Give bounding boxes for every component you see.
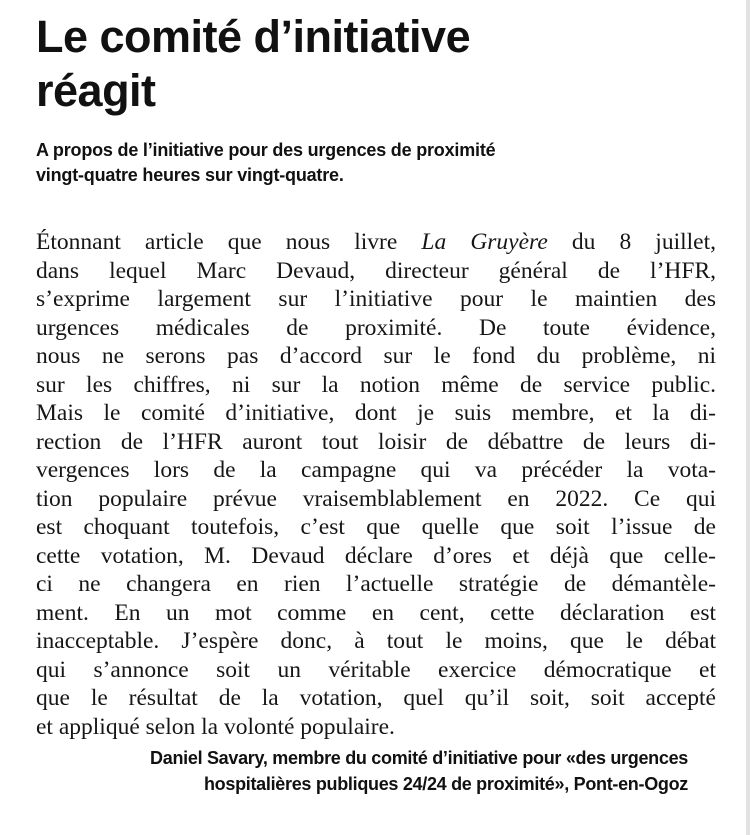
newspaper-title: La Gruyère <box>421 229 548 255</box>
body-line: urgences médicales de proximité. De toute évidence, <box>36 314 716 341</box>
author-signature <box>36 745 716 797</box>
lead-line-1: A propos de l’initiative pour des urgences de proximité <box>36 140 496 160</box>
body-line: qui s’annonce soit un véritable exercice démocratique et <box>36 656 716 683</box>
body-line: ment. En un mot comme en cent, cette déclaration est <box>36 599 716 626</box>
body-line: rection de l’HFR auront tout loisir de débattre de leurs di- <box>36 428 716 455</box>
signature-line-1: Daniel Savary, membre du comité d’initiative pour «des urgences <box>150 748 688 768</box>
body-line-1-start: Étonnant article que nous livre <box>36 229 422 255</box>
body-line: que le résultat de la votation, quel qu’il soit, soit accepté <box>36 685 716 711</box>
body-line-last: et appliqué selon la volonté populaire. <box>36 713 395 740</box>
body-line-1 <box>36 228 716 257</box>
body-line: Mais le comité d’initiative, dont je suis membre, et la di- <box>36 400 716 426</box>
body-line: est choquant toutefois, c’est que quelle que soit l’issue de <box>36 514 716 540</box>
body-line-1-end: du 8 juillet, <box>547 229 716 255</box>
signature-line-2: hospitalières publiques 24/24 de proximité», Pont-en-Ogoz <box>203 774 688 794</box>
body-line: vergences lors de la campagne qui va précéder la vota- <box>36 457 716 483</box>
headline <box>36 10 716 118</box>
page-edge <box>746 0 750 835</box>
body-line: cette votation, M. Devaud déclare d’ores et déjà que celle- <box>36 542 716 569</box>
body-line: nous ne serons pas d’accord sur le fond du problème, ni <box>36 343 716 369</box>
body-line: inacceptable. J’espère donc, à tout le moins, que le débat <box>36 628 716 654</box>
body-line: dans lequel Marc Devaud, directeur général de l’HFR, <box>36 257 716 284</box>
lead-paragraph <box>36 138 716 188</box>
body-line: ci ne changera en rien l’actuelle stratégie de démantèle- <box>36 571 716 597</box>
body-line: sur les chiffres, ni sur la notion même de service public. <box>36 371 716 398</box>
body-line: s’exprime largement sur l’initiative pour le maintien des <box>36 286 716 312</box>
body-line: tion populaire prévue vraisemblablement en 2022. Ce qui <box>36 485 716 512</box>
article-body <box>36 228 716 741</box>
lead-line-2: vingt-quatre heures sur vingt-quatre. <box>36 165 344 185</box>
headline-line-2: réagit <box>36 65 156 116</box>
headline-line-1: Le comité d’initiative <box>36 11 471 62</box>
